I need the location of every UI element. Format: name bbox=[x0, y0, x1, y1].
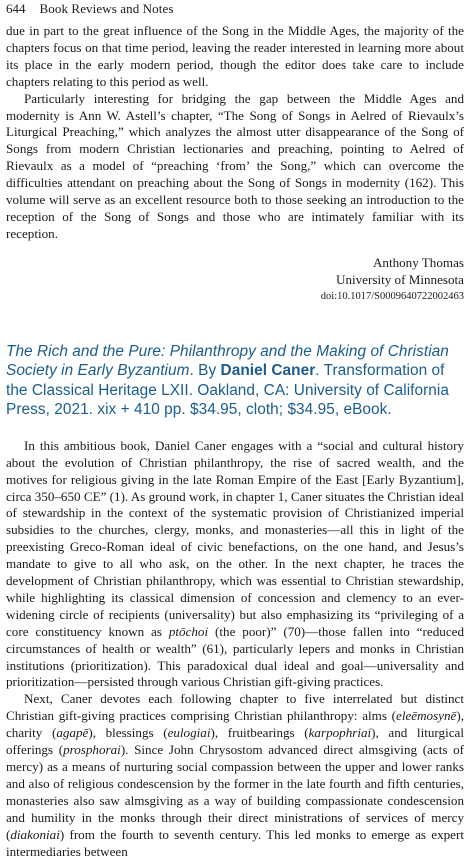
page-number: 644 bbox=[6, 1, 26, 16]
by-text: . By bbox=[189, 362, 221, 380]
text-span: ), blessings ( bbox=[88, 725, 168, 741]
text-span: In this ambitious book, Daniel Caner engages with a “social and cultural history about the evolution of Christian philanthropy, the rise of sacred wealth, and the motives for religious giving in the late Roman Empire of the East [Early Byzantium], circa 350–650 CE” (1). As ground work, in chapter 1, Caner situates the Christian ideal of stewardship in the context of the systematic provision of Christianized imperial subsidies to the churches, clergy, monks, and monasteries—all this in light of the preexisting Greco-Roman ideal of civic benefactions, on the one hand, and Jesus’s mandate to give to all who ask, on the other. In the next chapter, he traces the development of Christian philanthropy, which was essential to Christian stewardship, while highlighting its classical dimension of concession and clemency to an ever-widening circle of recipients (universality) but also emphasizing its “privileging of a core constituency known as bbox=[6, 437, 464, 639]
reviewer-affiliation: University of Minnesota bbox=[335, 271, 464, 287]
italic-term: agapē bbox=[56, 725, 89, 741]
reviewer-name: Anthony Thomas bbox=[372, 254, 464, 270]
review1-paragraph-1: due in part to the great influence of the Song in the Middle Ages, the majority of the chapters focus on that time period, leaving the reader interested in learning more about its place in the early modern period, though the editor does take care to include chapters relating to this period as well. bbox=[6, 23, 464, 89]
review-heading bbox=[6, 342, 464, 420]
review2-paragraph-2 bbox=[6, 691, 464, 860]
text-span: ), fruitbearings ( bbox=[210, 725, 309, 741]
book-title: The Rich and the Pure: Philanthropy and the Making of Christian Society in Early Byzantium bbox=[6, 342, 449, 380]
text-span: (the poor)” (70)—those fallen into “reduced circumstances of health or wealth” (61), particularly lepers and monks in Christian institutions (prioritization). This paradoxical dual ideal and goal—universality and prioritization—persisted through various Christian gift-giving practices. bbox=[6, 623, 464, 690]
italic-term: eulogiai bbox=[167, 725, 211, 741]
review1-paragraph-2: Particularly interesting for bridging the gap between the Middle Ages and modernity is Ann W. Astell’s chapter, “The Song of Songs in Aelred of Rievaulx’s Liturgical Preaching,” which analyzes the almost utter disappearance of the Song of Songs from modern Christian lectionaries and preaching, pointing to Aelred of Rievaulx as a model of “preaching ‘from’ the Song,” which can overcome the difficulties attendant on preaching about the Song of Songs in modernity (162). This volume will serve as an excellent resource both to those seeking an introduction to the reception of the Song of Songs and those who are intimately familiar with its reception. bbox=[6, 90, 464, 241]
italic-term: eleēmosynē bbox=[396, 708, 457, 724]
book-details: . Transformation of the Classical Heritage LXII. Oakland, CA: University of California Press, 2021. xix + 410 pp. $34.95, cloth; $34.95, eBook. bbox=[6, 362, 449, 419]
running-title: Book Reviews and Notes bbox=[39, 1, 174, 16]
review2-paragraph-1 bbox=[6, 438, 464, 692]
text-span: ), charity ( bbox=[6, 708, 464, 741]
italic-term: prosphorai bbox=[63, 742, 121, 758]
text-span: ) from the fourth to seventh century. This led monks to emerge as expert intermediaries between bbox=[6, 826, 464, 859]
reviewer-signature bbox=[6, 254, 464, 288]
doi-link[interactable]: doi:10.1017/S0009640722002463 bbox=[320, 290, 464, 302]
book-author: Daniel Caner bbox=[220, 362, 316, 380]
text-span: Next, Caner devotes each following chapter to five interrelated but distinct Christian gift-giving practices comprising Christian philanthropy: alms ( bbox=[6, 691, 464, 724]
text-span: ), and liturgical offerings ( bbox=[6, 725, 464, 758]
running-head bbox=[6, 0, 464, 17]
italic-term: ptōchoi bbox=[168, 623, 209, 639]
italic-term: karpophriai bbox=[308, 725, 372, 741]
text-span: ). Since John Chrysostom advanced direct almsgiving (acts of mercy) as a means of nurturing social compassion between the upper and lower ranks and also of religious condescension by the former in the late fourth and fifth centuries, monasteries also saw almsgiving as a way of building compassionate condescension and humility in the monks through their direct ministrations of services of mercy ( bbox=[6, 742, 465, 842]
italic-term: diakoniai bbox=[10, 826, 60, 842]
